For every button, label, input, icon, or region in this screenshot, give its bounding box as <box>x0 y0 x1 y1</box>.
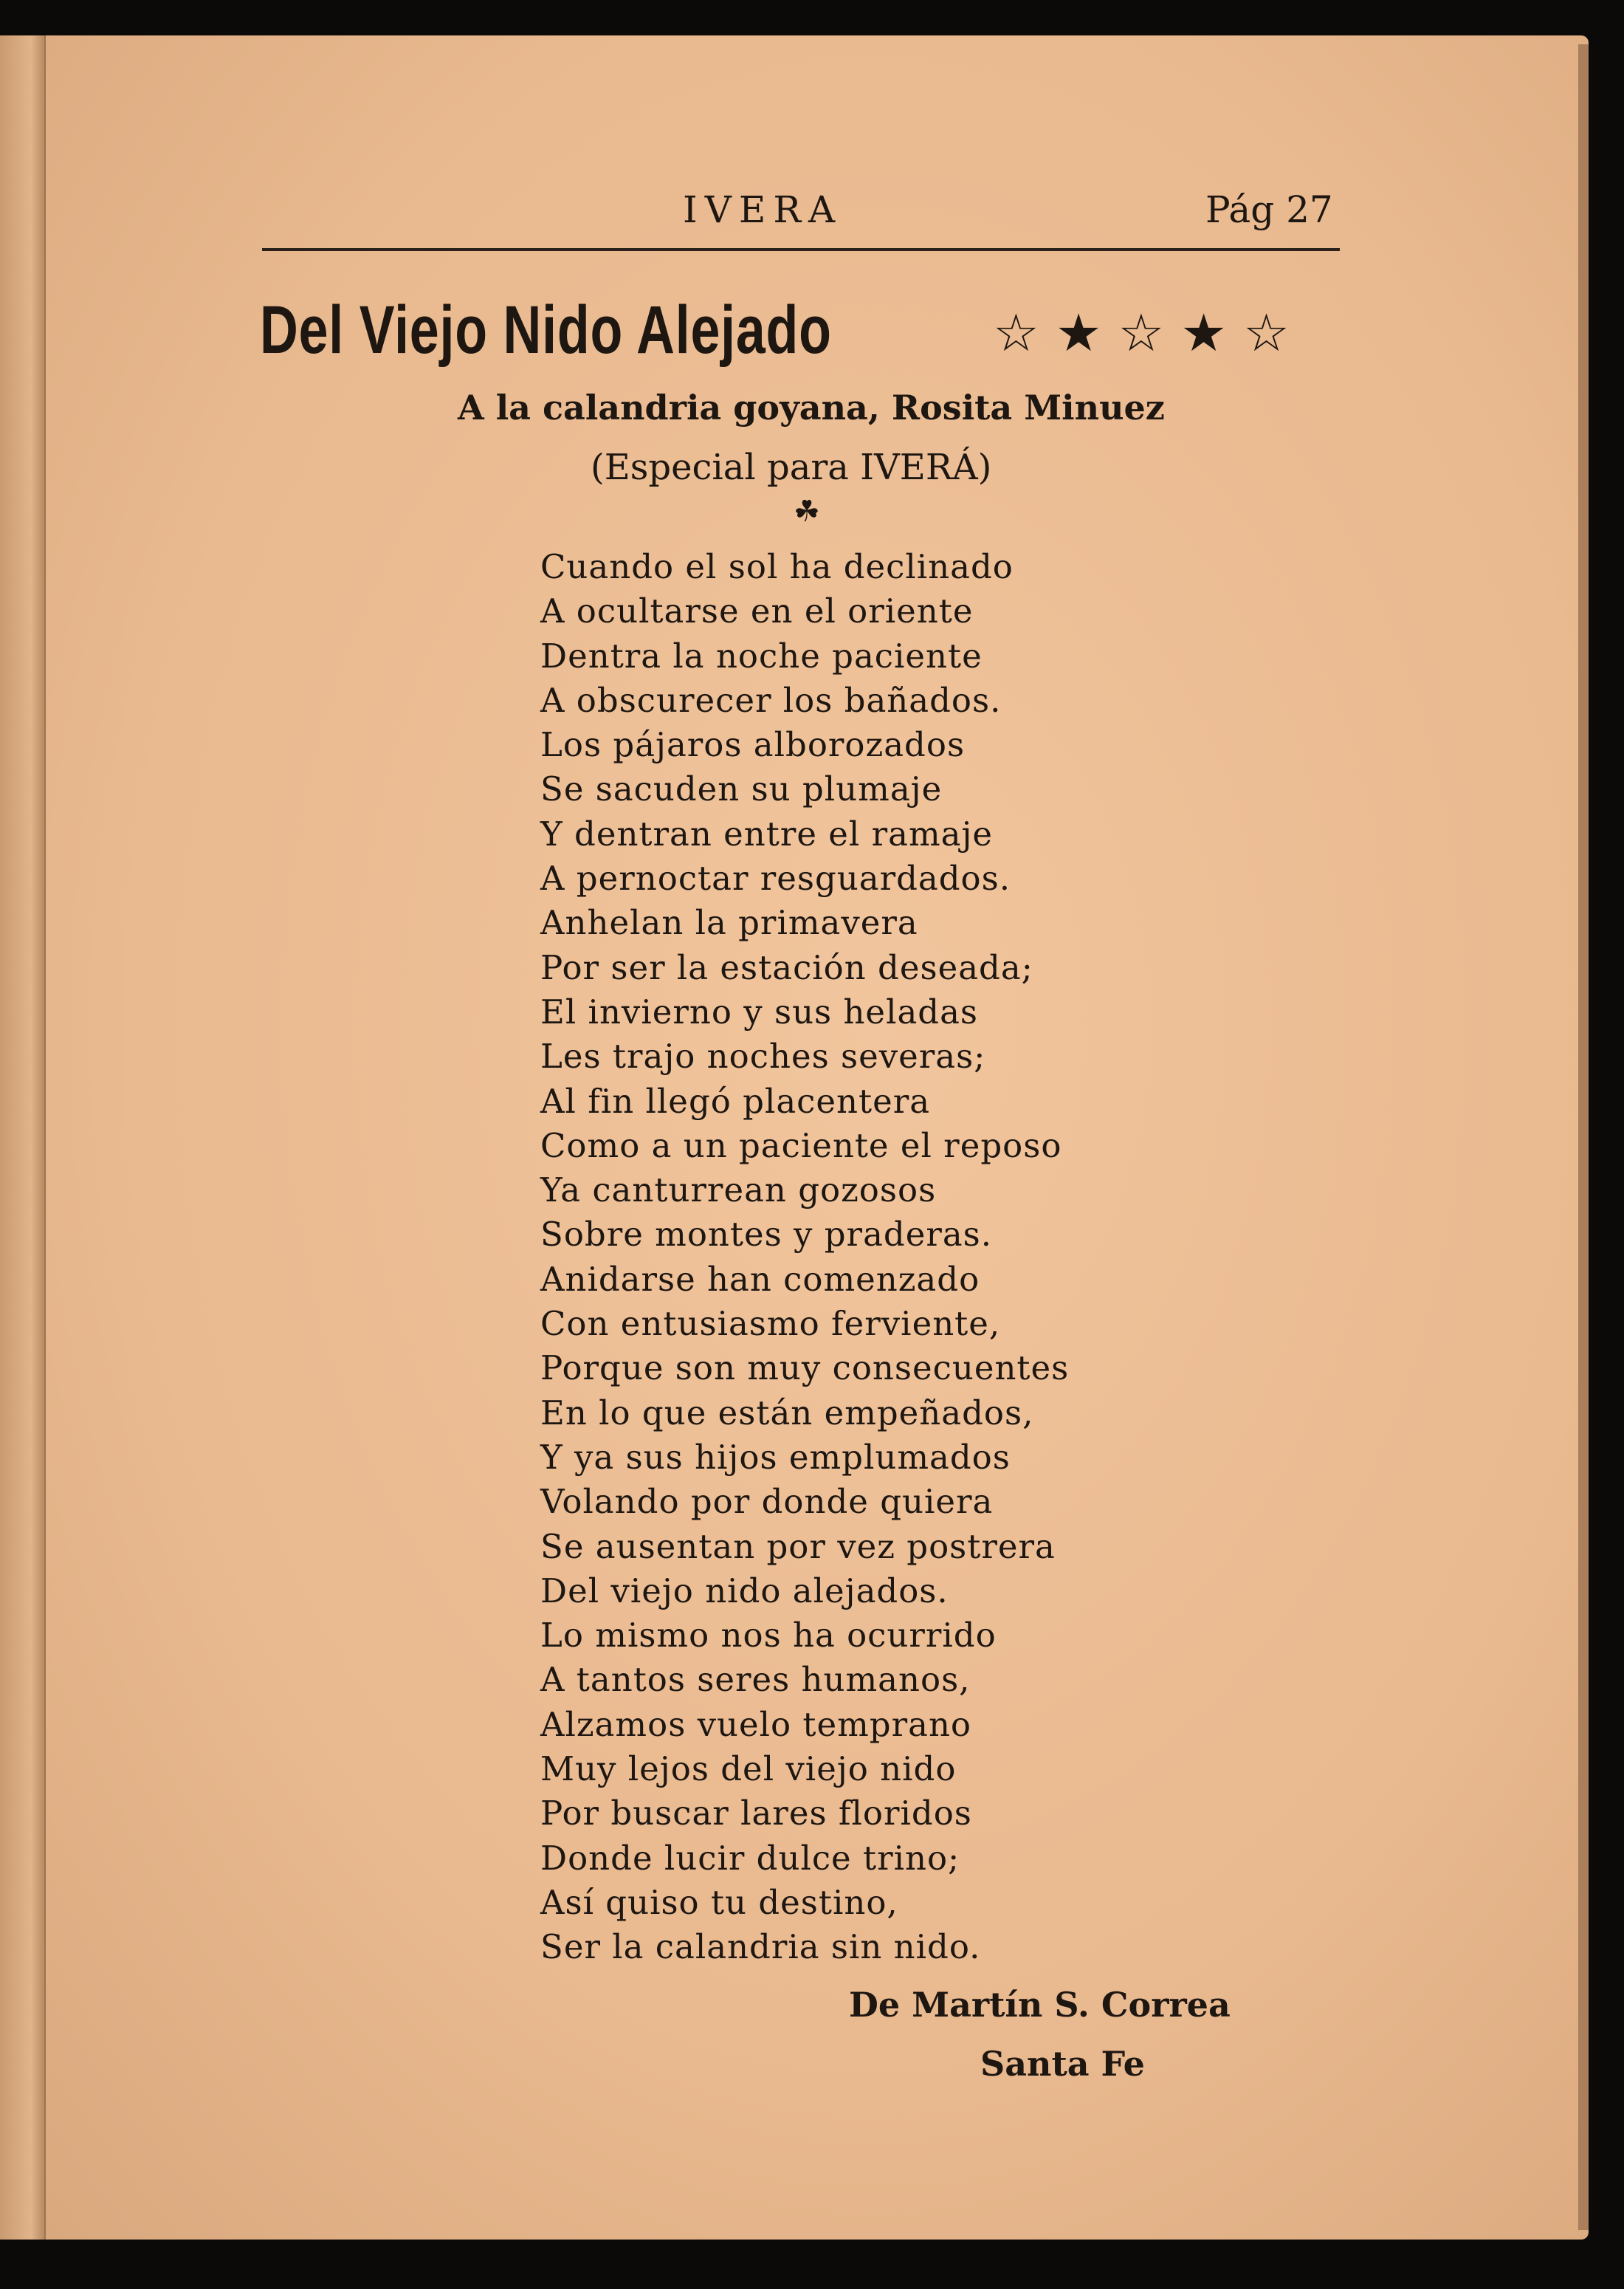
star-ornaments <box>993 303 1306 363</box>
star-filled-icon: ★ <box>1055 303 1118 363</box>
author-signature: De Martín S. Correa <box>849 1985 1231 2025</box>
poem-line: Anhelan la primavera <box>540 903 918 943</box>
star-filled-icon: ★ <box>1180 303 1244 363</box>
page-number: Pág 27 <box>1205 188 1333 231</box>
poem-line: Se sacuden su plumaje <box>540 769 943 809</box>
poem-line: A tantos seres humanos, <box>540 1660 971 1700</box>
poem-line: El invierno y sus heladas <box>540 992 979 1032</box>
poem-line: Se ausentan por vez postrera <box>540 1526 1056 1566</box>
author-place: Santa Fe <box>980 2044 1145 2084</box>
poem-line: Los pájaros alborozados <box>540 725 966 765</box>
page-edge <box>1578 44 1589 2230</box>
poem-line: Lo mismo nos ha ocurrido <box>540 1616 997 1655</box>
poem-line: Sobre montes y praderas. <box>540 1215 993 1255</box>
header-rule <box>262 248 1340 251</box>
poem-line: Así quiso tu destino, <box>540 1882 898 1922</box>
poem-body <box>540 545 1069 1970</box>
poem-line: A obscurecer los bañados. <box>540 680 1002 720</box>
dedication: A la calandria goyana, Rosita Minuez <box>458 388 1165 428</box>
special-note: (Especial para IVERÁ) <box>591 447 992 488</box>
poem-line: Cuando el sol ha declinado <box>540 547 1014 586</box>
poem-line: Por buscar lares floridos <box>540 1794 972 1833</box>
poem-line: Por ser la estación deseada; <box>540 947 1033 987</box>
poem-line: Del viejo nido alejados. <box>540 1571 949 1610</box>
poem-line: Porque son muy consecuentes <box>540 1348 1070 1388</box>
poem-line: Y ya sus hijos emplumados <box>540 1437 1011 1477</box>
poem-line: Alzamos vuelo temprano <box>540 1704 972 1744</box>
poem-line: Les trajo noches severas; <box>540 1037 986 1077</box>
star-outline-icon: ☆ <box>1243 303 1306 363</box>
poem-line: A pernoctar resguardados. <box>540 859 1011 899</box>
poem-title: Del Viejo Nido Alejado <box>260 292 832 368</box>
poem-line: Dentra la noche paciente <box>540 636 983 676</box>
poem-line: Como a un paciente el reposo <box>540 1125 1062 1165</box>
poem-line: Y dentran entre el ramaje <box>540 814 994 854</box>
poem-line: Con entusiasmo ferviente, <box>540 1304 1001 1344</box>
poem-line: Donde lucir dulce trino; <box>540 1838 960 1878</box>
poem-line: A ocultarse en el oriente <box>540 591 974 631</box>
poem-line: Anidarse han comenzado <box>540 1259 980 1299</box>
poem-line: En lo que están empeñados, <box>540 1393 1034 1432</box>
poem-line: Al fin llegó placentera <box>540 1081 931 1121</box>
running-header-title: IVERA <box>683 188 843 231</box>
star-outline-icon: ☆ <box>1118 303 1181 363</box>
poem-line: Volando por donde quiera <box>540 1482 994 1522</box>
star-outline-icon: ☆ <box>993 303 1056 363</box>
poem-line: Ser la calandria sin nido. <box>540 1927 981 1967</box>
ornament-icon: ☘ <box>794 495 820 529</box>
poem-line: Ya canturrean gozosos <box>540 1170 937 1210</box>
previous-page-edge <box>0 35 46 2240</box>
poem-line: Muy lejos del viejo nido <box>540 1749 957 1789</box>
